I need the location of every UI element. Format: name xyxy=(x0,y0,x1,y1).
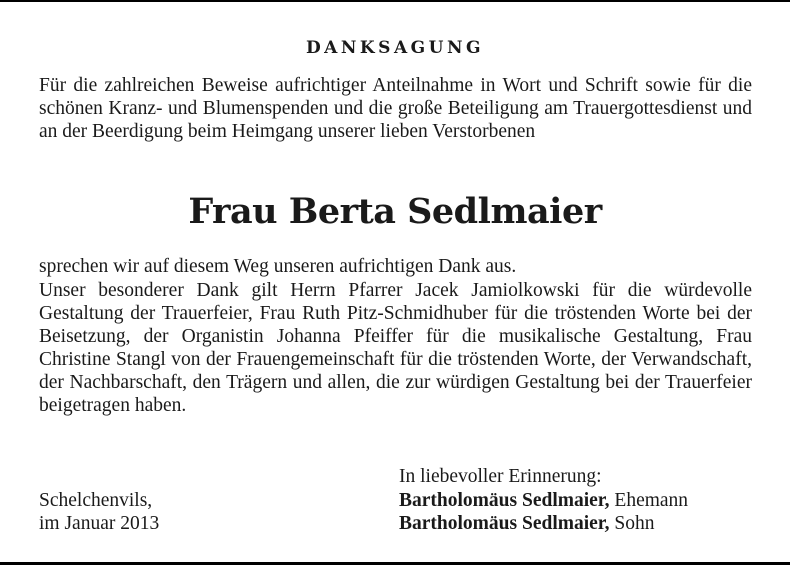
signatory-husband xyxy=(399,489,688,512)
signatory-son xyxy=(399,512,655,535)
signatory-relation: Ehemann xyxy=(609,490,689,511)
special-thanks-paragraph: Unser besonderer Dank gilt Herrn Pfarrer Jacek Jamiolkowski für die würdevolle Gestaltung der Trauerfeier, Frau Ruth Pitz-Schmidhuber für die tröstenden Worte bei der Beisetzung, der Organistin Johanna Pfeiffer für die musikalische Gestaltung, Frau Christine Stangl von der Frauengemeinschaft für die tröstenden Worte, der Verwandschaft, der Nachbarschaft, den Trägern und allen, die zur würdigen Gestaltung bei der Trauerfeier beigetragen haben. xyxy=(39,280,752,417)
thanks-line: sprechen wir auf diesem Weg unseren aufrichtigen Dank aus. xyxy=(39,256,517,277)
deceased-name: Frau Berta Sedlmaier xyxy=(188,191,602,232)
notice-heading: DANKSAGUNG xyxy=(305,38,485,58)
date-text: im Januar 2013 xyxy=(39,513,160,534)
remembrance-text: In liebevoller Erinnerung: xyxy=(399,466,602,487)
place-text: Schelchenvils, xyxy=(39,490,153,511)
signatory-name: Bartholomäus Sedlmaier, xyxy=(399,490,610,511)
signatory-relation: Sohn xyxy=(609,513,655,534)
signatory-name: Bartholomäus Sedlmaier, xyxy=(399,513,610,534)
intro-paragraph: Für die zahlreichen Beweise aufrichtiger Anteilnahme in Wort und Schrift sowie für die schönen Kranz- und Blumenspenden und die große Beteiligung am Trauergottesdienst und an der Beerdigung beim Heimgang unserer lieben Verstorbenen xyxy=(39,75,752,143)
